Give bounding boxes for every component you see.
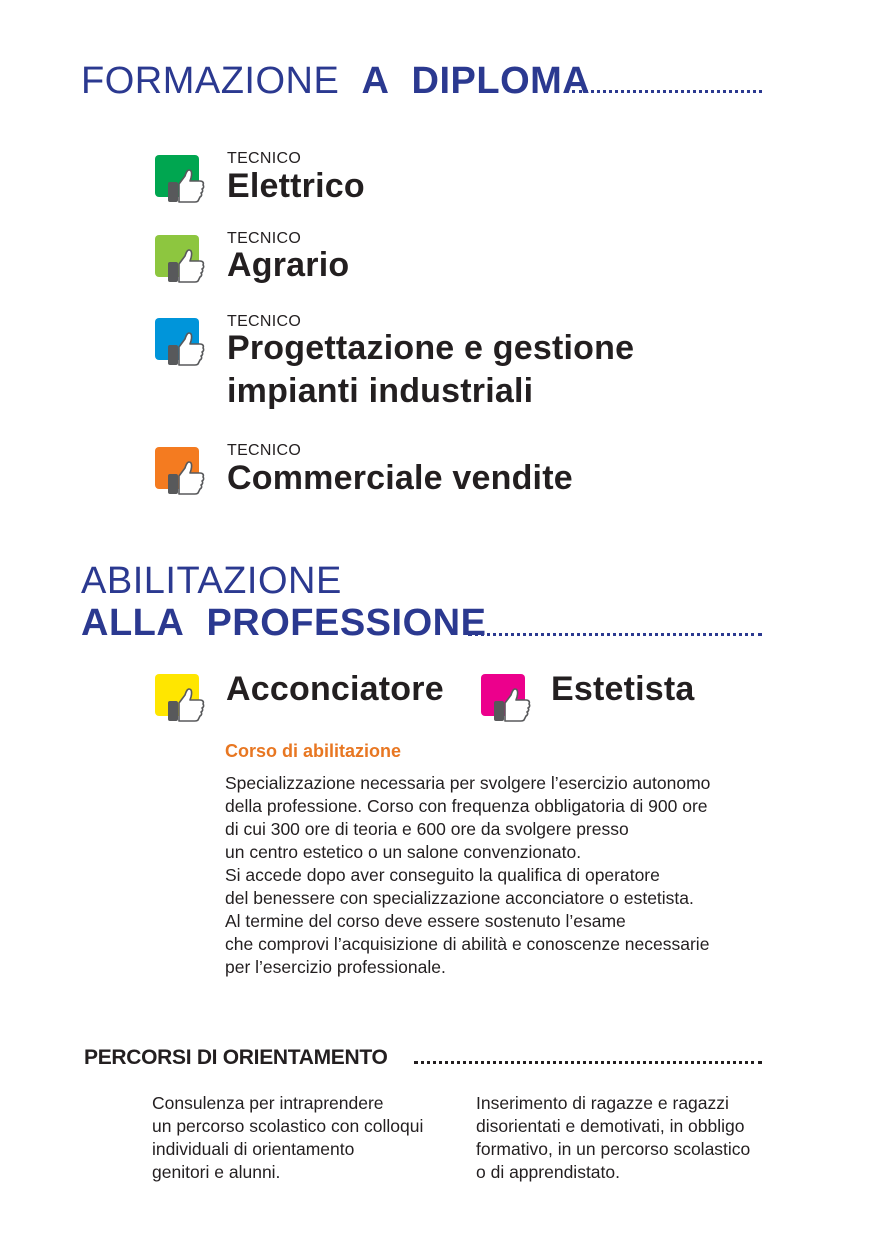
section-title-abilitazione-line2	[81, 602, 486, 645]
title-dotted-rule	[468, 633, 762, 636]
title-dotted-rule	[572, 90, 762, 93]
orientamento-column-1	[152, 1092, 452, 1184]
section-title-abilitazione-line1	[81, 560, 342, 603]
course-prefix: TECNICO	[227, 442, 302, 459]
item-name-estetista: Estetista	[551, 670, 695, 708]
title-dotted-rule	[414, 1061, 762, 1064]
description-line: del benessere con specializzazione acconciatore o estetista.	[225, 888, 694, 908]
title-bold-b: PROFESSIONE	[206, 602, 487, 644]
section-title-orientamento: PERCORSI DI ORIENTAMENTO	[84, 1046, 388, 1069]
thumb-glyph	[167, 248, 205, 284]
course-name-line1: Progettazione e gestione	[227, 329, 635, 367]
description-line: un centro estetico o un salone convenzionato.	[225, 842, 582, 862]
title-bold-a: ALLA	[81, 602, 185, 644]
column-line: individuali di orientamento	[152, 1139, 355, 1159]
course-prefix: TECNICO	[227, 150, 302, 167]
item-name-acconciatore: Acconciatore	[226, 670, 444, 708]
description-line: per l’esercizio professionale.	[225, 957, 446, 977]
course-name: Elettrico	[227, 167, 365, 205]
course-name: Agrario	[227, 246, 350, 284]
course-subtitle: Corso di abilitazione	[225, 741, 402, 761]
description-line: Al termine del corso deve essere sostenuto l’esame	[225, 911, 626, 931]
title-bold-b: DIPLOMA	[411, 60, 591, 102]
course-name: Commerciale vendite	[227, 459, 573, 497]
description-line: Specializzazione necessaria per svolgere l’esercizio autonomo	[225, 773, 711, 793]
column-line: formativo, in un percorso scolastico	[476, 1139, 751, 1159]
thumbs-up-icon	[155, 447, 205, 495]
description-line: della professione. Corso con frequenza obbligatoria di 900 ore	[225, 796, 708, 816]
column-line: un percorso scolastico con colloqui	[152, 1116, 424, 1136]
column-line: o di apprendistato.	[476, 1162, 620, 1182]
course-name-line2: impianti industriali	[227, 372, 534, 410]
thumbs-up-icon	[155, 318, 205, 366]
thumb-glyph	[167, 168, 205, 204]
thumb-glyph	[167, 460, 205, 496]
section-title-formazione	[81, 60, 590, 103]
description-line: di cui 300 ore di teoria e 600 ore da svolgere presso	[225, 819, 629, 839]
thumb-glyph	[167, 687, 205, 723]
title-bold-a: A	[361, 60, 390, 102]
column-line: Consulenza per intraprendere	[152, 1093, 384, 1113]
title-light: FORMAZIONE	[81, 60, 340, 102]
column-line: Inserimento di ragazze e ragazzi	[476, 1093, 729, 1113]
course-prefix: TECNICO	[227, 230, 302, 247]
title-light: ABILITAZIONE	[81, 560, 342, 602]
thumbs-up-icon	[155, 155, 205, 203]
thumb-glyph	[167, 331, 205, 367]
thumbs-up-icon	[155, 674, 205, 722]
column-line: genitori e alunni.	[152, 1162, 281, 1182]
course-prefix: TECNICO	[227, 313, 302, 330]
thumbs-up-icon	[155, 235, 205, 283]
column-line: disorientati e demotivati, in obbligo	[476, 1116, 745, 1136]
orientamento-column-2	[476, 1092, 776, 1184]
thumb-glyph	[493, 687, 531, 723]
thumbs-up-icon	[481, 674, 531, 722]
description-line: Si accede dopo aver conseguito la qualifica di operatore	[225, 865, 660, 885]
course-description	[225, 772, 745, 979]
description-line: che comprovi l’acquisizione di abilità e conoscenze necessarie	[225, 934, 710, 954]
